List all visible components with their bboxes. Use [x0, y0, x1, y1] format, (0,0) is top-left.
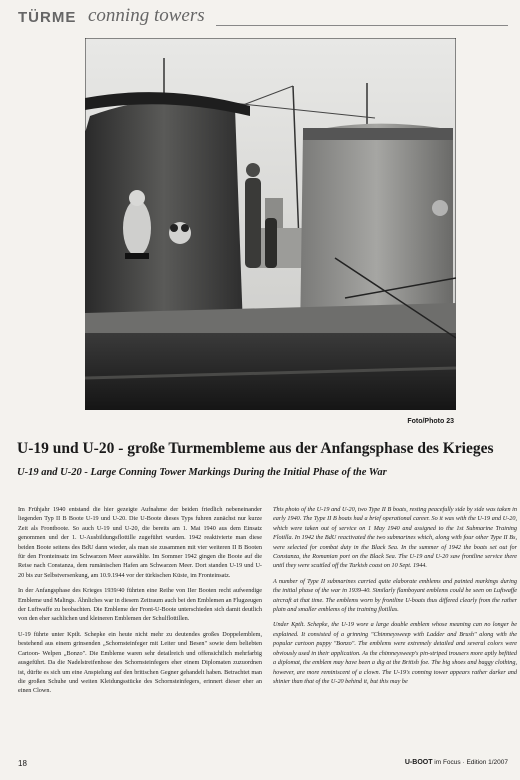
english-paragraph: A number of Type II submarines carried quite elaborate emblems and painted markings during the initial phase of the war in 1939-40. Similarly flamboyant emblems could be seen on Luftwaffe aircraft at that time. The emblems worn by frontline U-boats thus differed clearly from the rather plain and smaller emblems of the training flotillas. [273, 577, 517, 614]
english-paragraph: Under Kptlt. Schepke, the U-19 wore a large double emblem whose meaning can no longer be explained. It consisted of a grinning "Chimneysweep with Ladder and Brush" along with the popular cartoon puppy "Bonzo". The emblems were extremely detailed and several colors were obviously used in their application. As the chimneysweep's pin-striped trousers more aptly befitted a diplomat, the emblem may have been a dig at the British foe. The big shoes and baggy clothing, however, are more reminiscent of a clown. The U-19's conning tower appears rather darker and shinier than that of the U-20 behind it, but this may be [273, 621, 517, 685]
submarine-photo [85, 38, 456, 410]
magazine-edition: im Focus · Edition 1/2007 [434, 759, 508, 766]
section-title: conning towers [88, 5, 205, 26]
magazine-name [405, 759, 508, 766]
photo-credit: Foto/Photo 23 [407, 418, 454, 425]
header-rule [216, 25, 508, 26]
english-column [273, 505, 517, 692]
german-paragraph: In der Anfangsphase des Krieges 1939/40 führten eine Reihe von IIer Booten recht aufwendige Embleme und Malings. Ähnliches war in diesem Zeitraum auch bei den Emblemen an Flugzeugen der Luftwaffe zu beobachten. Die Embleme der Front-U-Boote unterschieden sich damit deutlich von den eher sachlichen und kleineren Emblemen der Schulflottillen. [18, 587, 262, 623]
section-label: TÜRME [18, 9, 77, 26]
page-number: 18 [18, 759, 27, 768]
german-paragraph: U-19 führte unter Kptlt. Schepke ein heute nicht mehr zu deutendes großes Doppelemblem, bestehend aus einem grinsenden „Schornsteinfeger mit Leiter und Besen" sowie dem beliebten Cartoon- Welpen „Bonzo". Die Embleme waren sehr detailreich und offensichtlich mehrfarbig ausgeführt. Da die Nadelstreifenhose des Schornsteinfegers eher einem Diplomaten zuzuordnen ist, dürfte es sich um eine Anspielung auf den britischen Gegner gehandelt haben. Betrachtet man die großen Schuhe und weiten Kleidungsstücke des Schornsteinfegers, erinnert dieser eher an einen Clown. [18, 630, 262, 695]
page-header [18, 4, 508, 30]
german-column [18, 505, 262, 702]
magazine-title: U-BOOT [404, 759, 433, 766]
german-paragraph: Im Frühjahr 1940 entstand die hier gezeigte Aufnahme der beiden friedlich nebeneinander liegenden Typ II B Boote U-19 und U-20. Die U-Boote dieses Typs fuhren zunächst nur kurze Zeit als Frontboote. So auch U-19 und U-20, die bereits am 1. Mai 1940 aus dem Einsatz genommen und der 1. U-Ausbildungsflottille zugeführt wurden. 1942 reaktivierte man diese beiden Boote seitens des BdU dann wieder, als man sie zusammen mit vier weiteren II B Booten für den Fronteinsatz im Schwarzen Meer auswählte. Im Sommer 1942 gingen die Boote auf die Reise nach Constanza, dem rumänischen Hafen am Schwarzen Meer. Dort standen U-19 und U-20 bis zur Selbstversenkung, am 10.9.1944 vor der türkischen Küste, im Fronteinsatz. [18, 506, 262, 579]
headline-english: U-19 and U-20 - Large Conning Tower Markings During the Initial Phase of the War [17, 467, 387, 478]
page-footer [18, 757, 508, 771]
headline-german: U-19 und U-20 - große Turmembleme aus der Anfangsphase des Krieges [17, 440, 494, 457]
english-paragraph: This photo of the U-19 and U-20, two Type II B boats, resting peacefully side by side was taken in early 1940. The Type II B boats had a brief operational career. So it was with the U-19 and U-20, which were taken out of service on 1 May 1940 and assigned to the 1st Submarine Training Flotilla. In 1942 the BdU reactivated the two submarines which, along with four other Type II Bs, were selected for combat duty in the Black Sea. In the summer of 1942 the boats set out for Constanza, the Romanian port on the Black Sea. The U-19 and U-20 saw frontline service there until they were scuttled off the Turkish coast on 10 Sept. 1944. [273, 506, 517, 570]
